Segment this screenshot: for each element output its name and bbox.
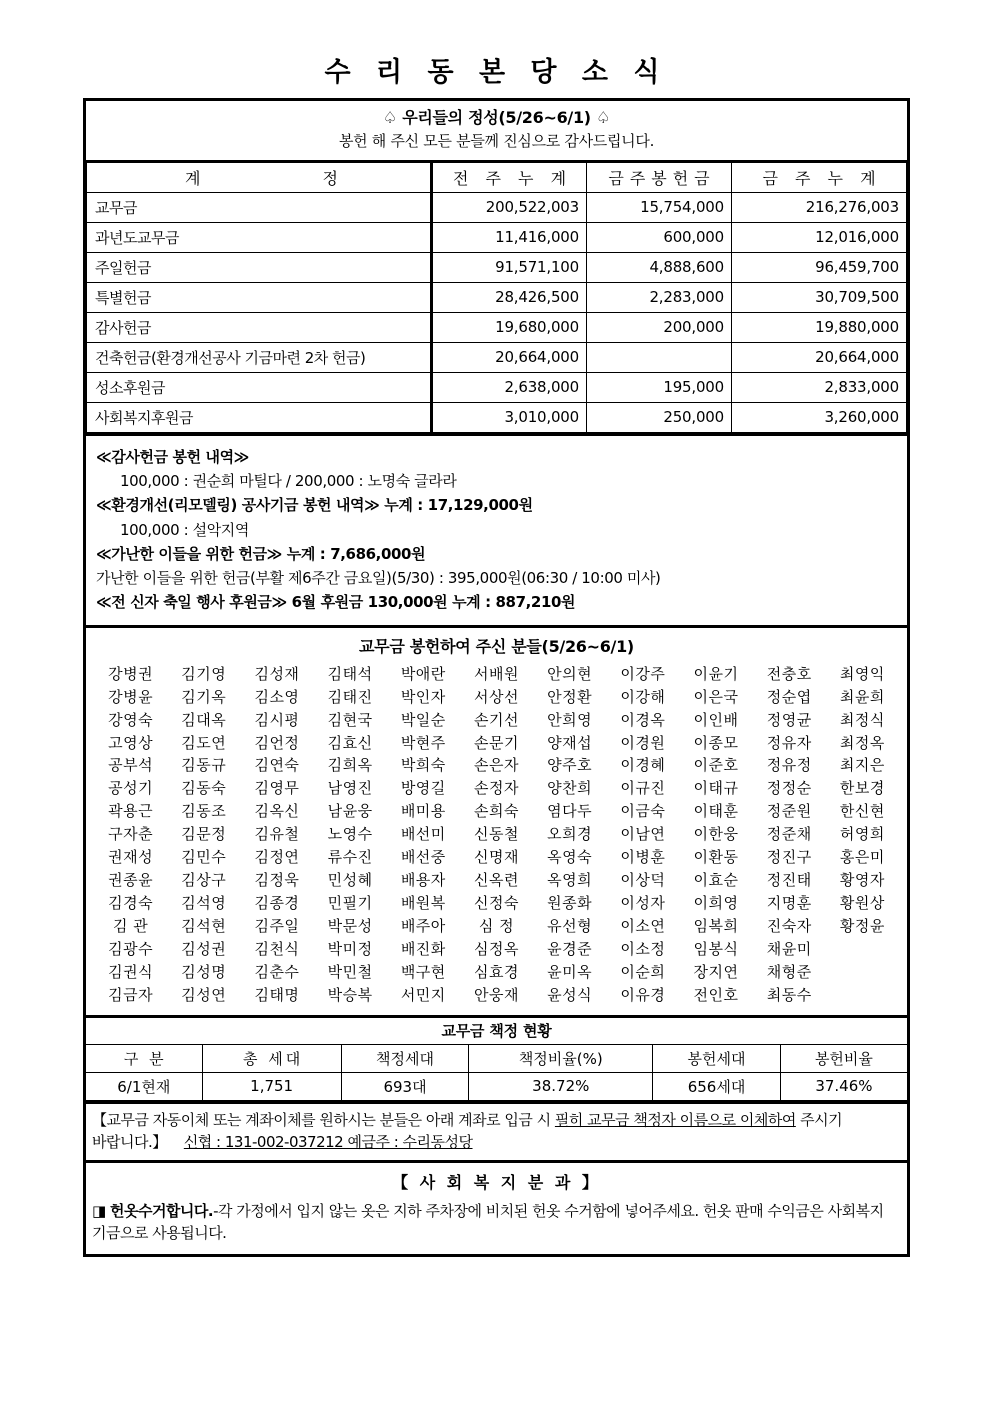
donor-name: 강영숙 [108, 710, 154, 729]
donor-name: 이윤기 [693, 664, 739, 683]
donor-name: 이환동 [693, 848, 739, 867]
offering-row-label: 성소후원금 [87, 372, 432, 402]
offering-row-total: 12,016,000 [732, 222, 907, 252]
offering-row-week: 250,000 [587, 402, 732, 432]
donor-name: 이은국 [693, 687, 739, 706]
donor-name: 채형준 [766, 962, 812, 981]
donor-name: 이효순 [693, 871, 739, 890]
offering-row-week: 195,000 [587, 372, 732, 402]
offering-row-label: 교무금 [87, 192, 432, 222]
donor-name: 원종화 [547, 894, 593, 913]
offering-row-week: 200,000 [587, 312, 732, 342]
donor-name: 김종경 [254, 894, 300, 913]
detail-remodeling-items: 100,000 : 설악지역 [120, 520, 249, 539]
offering-row [87, 222, 907, 252]
offering-row-prev: 3,010,000 [432, 402, 587, 432]
welfare-section-title: 【 사 회 복 지 분 과 】 [86, 1160, 907, 1198]
donor-name: 고영상 [108, 733, 154, 752]
donor-name: 김경숙 [108, 894, 154, 913]
donor-name: 배선중 [400, 848, 446, 867]
assessment-caption-row [86, 1016, 907, 1044]
donor-name: 김문정 [181, 825, 227, 844]
donor-name: 이소정 [620, 939, 666, 958]
donor-name: 신동철 [474, 825, 519, 844]
donor-name: 유선형 [547, 917, 593, 935]
offering-row-label: 주일헌금 [87, 252, 432, 282]
donor-name: 박민철 [327, 962, 373, 981]
donor-name: 안의현 [547, 664, 593, 683]
donor-name: 권재성 [108, 848, 154, 867]
donor-name: 김희옥 [327, 756, 373, 775]
donor-name: 홍은미 [839, 848, 885, 867]
transfer-note-emphasis: 필히 교무금 책정자 이름으로 이체하여 [554, 1110, 796, 1129]
donor-name: 전인호 [693, 985, 739, 1004]
donor-name: 김성연 [181, 985, 227, 1004]
offering-row-week: 15,754,000 [587, 192, 732, 222]
donor-name: 정진구 [766, 848, 812, 867]
donor-name: 옥영숙 [547, 848, 593, 867]
offering-headline: ♤ 우리들의 정성(5/26~6/1) ♤ [382, 107, 611, 127]
donor-name: 김주일 [254, 917, 300, 935]
donor-name: 정진태 [766, 871, 812, 890]
donor-name: 민성혜 [327, 871, 373, 890]
donor-name: 김석영 [181, 894, 227, 913]
donor-names-grid [86, 661, 907, 1015]
donor-name: 김권식 [108, 962, 154, 981]
donor-name: 최영익 [839, 664, 885, 683]
offering-row-total: 30,709,500 [732, 282, 907, 312]
donor-name: 오희경 [547, 825, 593, 844]
donor-name: 최정옥 [839, 733, 885, 752]
offering-row [87, 342, 907, 372]
offering-row-label: 과년도교무금 [87, 222, 432, 252]
donor-name: 정정순 [766, 779, 812, 798]
donor-name: 황원상 [839, 894, 885, 913]
bulletin-frame [83, 98, 910, 1257]
donor-name: 이성자 [620, 894, 666, 913]
donor-name: 이강해 [620, 687, 666, 706]
bullet-square-icon: ◨ [92, 1202, 106, 1221]
offering-table-header-row [87, 162, 907, 192]
assessment-value-row [86, 1072, 907, 1100]
offering-row-week: 600,000 [587, 222, 732, 252]
donor-name: 김천식 [254, 939, 300, 958]
assessment-value-cell: 38.72% [469, 1072, 653, 1100]
donor-name: 김소영 [254, 687, 300, 706]
donor-name: 채윤미 [766, 939, 812, 958]
donor-name: 김효신 [327, 733, 373, 752]
donor-name: 김도연 [181, 733, 227, 752]
donor-name: 배원복 [400, 894, 446, 913]
donor-name: 신명재 [474, 848, 519, 867]
donor-name: 이강주 [620, 664, 666, 683]
donor-name: 서상선 [474, 687, 519, 706]
donor-name: 김정연 [254, 848, 300, 867]
assessment-value-cell: 656세대 [653, 1072, 781, 1100]
offering-row [87, 402, 907, 432]
donor-name: 김옥신 [254, 802, 300, 821]
donor-name: 김태명 [254, 985, 300, 1004]
donor-name: 이유경 [620, 985, 666, 1004]
donor-name: 김영무 [254, 779, 300, 798]
offering-row-week: 4,888,600 [587, 252, 732, 282]
donor-name: 장지연 [693, 962, 739, 981]
donor-name: 김유철 [254, 825, 300, 844]
detail-thanks-title: ≪감사헌금 봉헌 내역≫ [96, 447, 249, 466]
donor-name: 정준채 [766, 825, 812, 844]
offering-row-total: 3,260,000 [732, 402, 907, 432]
offering-row-label: 감사헌금 [87, 312, 432, 342]
donor-name: 김동조 [181, 802, 227, 821]
donor-name: 양주호 [547, 756, 593, 775]
donor-name-empty [826, 938, 899, 961]
donor-name: 최정식 [839, 710, 885, 729]
donor-name: 김석현 [181, 917, 227, 935]
donor-name: 황정윤 [839, 917, 885, 935]
assessment-value-cell: 693대 [341, 1072, 469, 1100]
donor-name: 허영희 [839, 825, 885, 844]
donor-name: 이규진 [620, 779, 666, 798]
donor-name: 남영진 [327, 779, 373, 798]
welfare-section-body [86, 1198, 907, 1254]
donor-name: 신옥련 [474, 871, 519, 890]
donor-name: 손문기 [474, 733, 519, 752]
assessment-table [86, 1015, 907, 1101]
donor-name: 손정자 [474, 779, 519, 798]
donor-name: 서배원 [474, 664, 519, 683]
donor-name: 안희영 [547, 710, 593, 729]
donor-name: 이경옥 [620, 710, 666, 729]
offering-row-total: 20,664,000 [732, 342, 907, 372]
donor-name: 배진화 [400, 939, 446, 958]
donor-name: 윤성식 [547, 985, 593, 1004]
donor-name: 이희영 [693, 894, 739, 913]
donor-name: 강병권 [108, 664, 154, 683]
offering-row-total: 19,880,000 [732, 312, 907, 342]
donor-name: 정유정 [766, 756, 812, 775]
donor-name: 류수진 [327, 848, 373, 867]
offering-row-prev: 19,680,000 [432, 312, 587, 342]
offering-row-prev: 91,571,100 [432, 252, 587, 282]
assessment-header-cell: 책정비율(%) [469, 1044, 653, 1072]
donor-name: 황영자 [839, 871, 885, 890]
donor-name: 심 정 [478, 917, 515, 935]
donor-name: 김상구 [181, 871, 227, 890]
donor-name: 이태훈 [693, 802, 739, 821]
donor-name: 최지은 [839, 756, 885, 775]
offering-row-total: 96,459,700 [732, 252, 907, 282]
donor-name: 박인자 [400, 687, 446, 706]
welfare-item-text: -각 가정에서 입지 않는 옷은 지하 주차장에 비치된 헌옷 수거함에 넣어주세요. 헌옷 판매 수익금은 사회복지 기금으로 사용됩니다. [92, 1202, 884, 1242]
offering-row [87, 192, 907, 222]
column-header-prev-total: 전 주 누 계 [432, 162, 587, 192]
assessment-value-cell: 37.46% [780, 1072, 907, 1100]
offering-details-block [86, 433, 907, 628]
assessment-header-cell: 책정세대 [341, 1044, 469, 1072]
donor-name: 민필기 [327, 894, 373, 913]
donor-name: 염다두 [547, 802, 593, 821]
offering-row-prev: 2,638,000 [432, 372, 587, 402]
donor-name: 옥영희 [547, 871, 593, 890]
donor-name: 김동규 [181, 756, 227, 775]
donor-name: 김시평 [254, 710, 300, 729]
donor-name: 김성권 [181, 939, 227, 958]
donor-name: 배선미 [400, 825, 446, 844]
donor-name: 배주아 [400, 917, 446, 935]
transfer-note [86, 1101, 907, 1161]
assessment-value-cell: 1,751 [202, 1072, 341, 1100]
donor-name: 이준호 [693, 756, 739, 775]
donor-name: 최동수 [766, 985, 812, 1004]
donor-name: 김광수 [108, 939, 154, 958]
donor-name: 김정욱 [254, 871, 300, 890]
donor-name: 김언정 [254, 733, 300, 752]
offering-row-prev: 11,416,000 [432, 222, 587, 252]
donor-name: 방영길 [400, 779, 446, 798]
donor-name: 지명훈 [766, 894, 812, 913]
donor-name: 이종모 [693, 733, 739, 752]
donor-name: 김태석 [327, 664, 373, 683]
offering-row-label: 건축헌금(환경개선공사 기금마련 2차 헌금) [87, 342, 432, 372]
donor-name: 임봉식 [693, 939, 739, 958]
assessment-header-cell: 봉헌세대 [653, 1044, 781, 1072]
donor-name: 이병훈 [620, 848, 666, 867]
column-header-account-left: 계 [185, 168, 201, 188]
donor-name: 박승복 [327, 985, 373, 1004]
offering-row-total: 2,833,000 [732, 372, 907, 402]
transfer-note-part2: 주시기 바랍니다.】 [92, 1110, 843, 1151]
column-header-account-right: 정 [322, 168, 338, 188]
assessment-header-cell: 봉헌비율 [780, 1044, 907, 1072]
offering-row-prev: 28,426,500 [432, 282, 587, 312]
donor-name: 이인배 [693, 710, 739, 729]
assessment-header-cell: 총 세대 [202, 1044, 341, 1072]
donor-name: 이금숙 [620, 802, 666, 821]
column-header-running-total: 금 주 누 계 [732, 162, 907, 192]
donor-name: 임복희 [693, 917, 739, 935]
donor-name: 백구현 [400, 962, 446, 981]
donor-name: 노영수 [327, 825, 373, 844]
donor-name: 박문성 [327, 917, 373, 935]
transfer-note-part1: 【교무금 자동이체 또는 계좌이체를 원하시는 분들은 아래 계좌로 입금 시 [92, 1110, 555, 1129]
donor-name: 서민지 [400, 985, 446, 1004]
donor-name: 안웅재 [474, 985, 519, 1004]
donor-name: 김기옥 [181, 687, 227, 706]
donor-name: 양재섭 [547, 733, 593, 752]
offering-subheadline: 봉헌 해 주신 모든 분들께 진심으로 감사드립니다. [338, 131, 655, 150]
donor-name: 정유자 [766, 733, 812, 752]
donor-name: 김대옥 [181, 710, 227, 729]
donor-name: 정준원 [766, 802, 812, 821]
donor-name: 곽용근 [108, 802, 154, 821]
donor-name: 양찬희 [547, 779, 593, 798]
donor-name: 박일순 [400, 710, 446, 729]
donor-name-empty [826, 984, 899, 1007]
donor-name: 김연숙 [254, 756, 300, 775]
offering-row-prev: 20,664,000 [432, 342, 587, 372]
assessment-header-cell: 구 분 [86, 1044, 202, 1072]
assessment-value-cell: 6/1현재 [86, 1072, 202, 1100]
donor-name: 심정옥 [474, 939, 519, 958]
donor-name: 손은자 [474, 756, 519, 775]
donor-name: 김성명 [181, 962, 227, 981]
donor-name: 이태규 [693, 779, 739, 798]
donor-name: 구자춘 [108, 825, 154, 844]
offering-table [86, 162, 907, 433]
donor-name-empty [826, 961, 899, 984]
offering-row-week [587, 342, 732, 372]
donor-name: 정순엽 [766, 687, 812, 706]
donor-name: 박희숙 [400, 756, 446, 775]
donor-name: 김 관 [112, 917, 149, 935]
donor-name: 심효경 [474, 962, 519, 981]
offering-row-week: 2,283,000 [587, 282, 732, 312]
donor-name: 박현주 [400, 733, 446, 752]
detail-poor-note: 가난한 이들을 위한 헌금(부활 제6주간 금요일)(5/30) : 395,000원(06:30 / 10:00 미사) [96, 569, 661, 588]
donor-name: 이상덕 [620, 871, 666, 890]
donor-name: 이경원 [620, 733, 666, 752]
donor-name: 권종윤 [108, 871, 154, 890]
assessment-header-row [86, 1044, 907, 1072]
donor-name: 김성재 [254, 664, 300, 683]
donor-name: 남윤웅 [327, 802, 373, 821]
offering-row [87, 372, 907, 402]
column-header-this-week: 금주봉헌금 [587, 162, 732, 192]
donor-name: 신정숙 [474, 894, 519, 913]
offering-headline-block [86, 101, 907, 162]
donor-name: 진숙자 [766, 917, 812, 935]
donor-name: 박미정 [327, 939, 373, 958]
donor-name: 김금자 [108, 985, 154, 1004]
detail-feastday-support: ≪전 신자 축일 행사 후원금≫ 6월 후원금 130,000원 누계 : 887,210원 [96, 593, 576, 612]
donor-name: 이한웅 [693, 825, 739, 844]
donor-name: 박애란 [400, 664, 446, 683]
donor-name: 이순희 [620, 962, 666, 981]
offering-row [87, 312, 907, 342]
donor-name: 안정환 [547, 687, 593, 706]
offering-row-label: 특별헌금 [87, 282, 432, 312]
donor-name: 김동숙 [181, 779, 227, 798]
donor-name: 배용자 [400, 871, 446, 890]
donor-name: 이경혜 [620, 756, 666, 775]
donor-name: 배미용 [400, 802, 446, 821]
page-title: 수 리 동 본 당 소 식 [324, 57, 668, 88]
donor-name: 윤미옥 [547, 962, 593, 981]
donor-name: 김태진 [327, 687, 373, 706]
offering-row-total: 216,276,003 [732, 192, 907, 222]
welfare-item-lead: 헌옷수거합니다. [109, 1202, 214, 1221]
offering-row [87, 252, 907, 282]
donor-name: 강병윤 [108, 687, 154, 706]
donor-name: 최윤희 [839, 687, 885, 706]
donor-name: 이남연 [620, 825, 666, 844]
donor-name: 한신현 [839, 802, 885, 821]
donor-name: 공부석 [108, 756, 154, 775]
donor-name: 공성기 [108, 779, 154, 798]
detail-remodeling-title: ≪환경개선(리모델링) 공사기금 봉헌 내역≫ 누계 : 17,129,000원 [96, 496, 533, 515]
donor-name: 정영균 [766, 710, 812, 729]
donor-name: 김현국 [327, 710, 373, 729]
detail-thanks-items: 100,000 : 권순희 마틸다 / 200,000 : 노명숙 글라라 [120, 472, 457, 491]
offering-row [87, 282, 907, 312]
offering-row-prev: 200,522,003 [432, 192, 587, 222]
donor-name: 김기영 [181, 664, 227, 683]
assessment-caption: 교무금 책정 현황 [86, 1016, 907, 1044]
donor-name: 손희숙 [474, 802, 519, 821]
bank-account-info: 신협 : 131-002-037212 예금주 : 수리동성당 [183, 1132, 473, 1151]
donor-name: 김춘수 [254, 962, 300, 981]
detail-poor-title: ≪가난한 이들을 위한 헌금≫ 누계 : 7,686,000원 [96, 544, 426, 563]
column-header-account [87, 162, 432, 192]
donor-name: 윤경준 [547, 939, 593, 958]
names-section-title: 교무금 봉헌하여 주신 분들(5/26~6/1) [359, 636, 634, 656]
offering-row-label: 사회복지후원금 [87, 402, 432, 432]
donor-name: 손기선 [474, 710, 519, 729]
donor-name: 이소연 [620, 917, 666, 935]
donor-name: 한보경 [839, 779, 885, 798]
donor-name: 전충호 [766, 664, 812, 683]
donor-name: 김민수 [181, 848, 227, 867]
